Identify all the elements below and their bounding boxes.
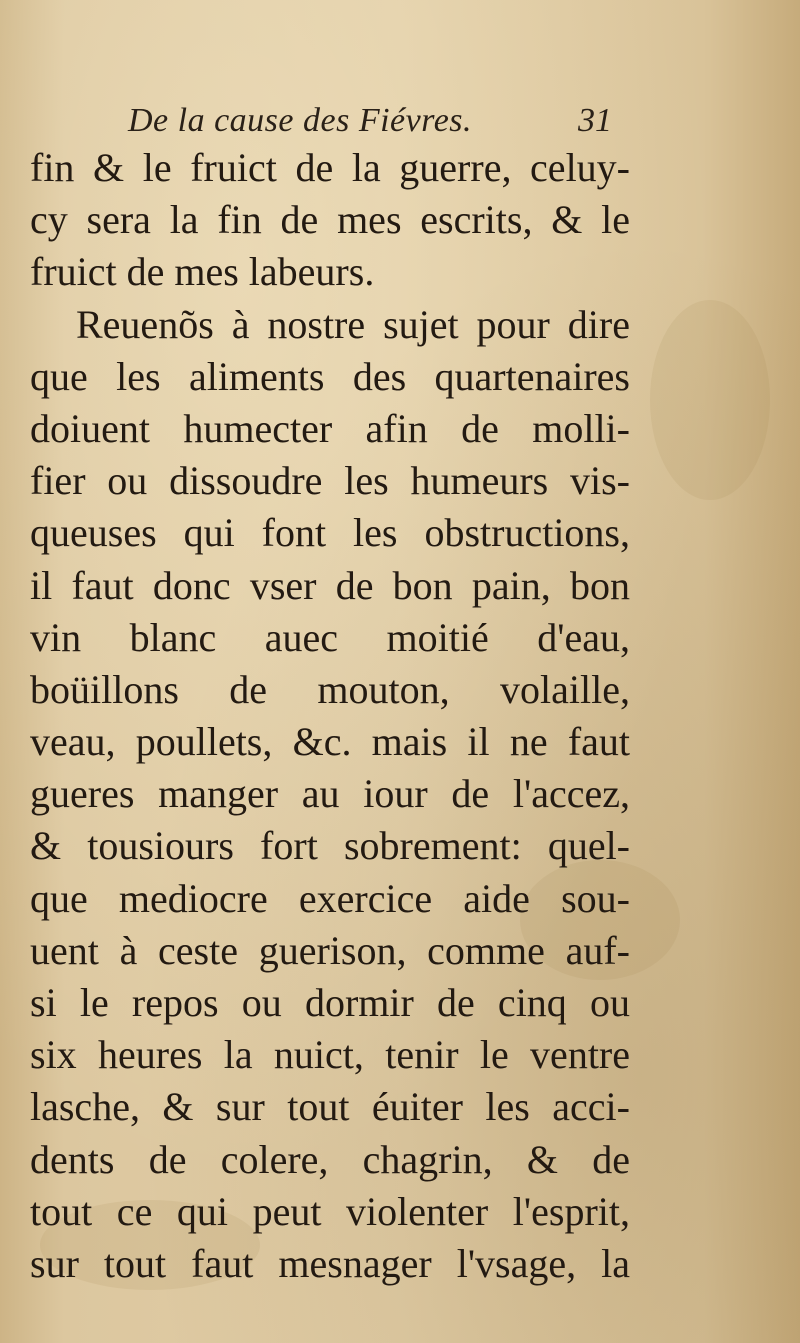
text-line: six heures la nuict, tenir le ventre <box>30 1032 630 1078</box>
text-line: Reuenõs à nostre sujet pour dire <box>76 301 630 347</box>
text-line: tout ce qui peut violenter l'esprit, <box>30 1188 630 1234</box>
text-line: fier ou dissoudre les humeurs vis- <box>30 458 630 504</box>
text-line: boüillons de mouton, volaille, <box>30 666 630 712</box>
body-text <box>30 142 630 1290</box>
paper-stain <box>650 300 770 500</box>
text-line: queuses qui font les obstructions, <box>30 510 630 556</box>
text-line: doiuent humecter afin de molli- <box>30 405 630 451</box>
text-line: veau, poullets, &c. mais il ne faut <box>30 719 630 765</box>
text-line: que les aliments des quartenaires <box>30 353 630 399</box>
text-line: lasche, & sur tout éuiter les acci- <box>30 1084 630 1130</box>
text-line: si le repos ou dormir de cinq ou <box>30 980 630 1025</box>
text-line: que mediocre exercice aide sou- <box>30 875 630 921</box>
text-line: gueres manger au iour de l'accez, <box>30 771 630 817</box>
text-line: dents de colere, chagrin, & de <box>30 1136 630 1182</box>
text-line: & tousiours fort sobrement: quel- <box>30 823 630 869</box>
text-line: fruict de mes labeurs. <box>30 249 375 295</box>
text-line: fin & le fruict de la guerre, celuy- <box>30 145 630 190</box>
text-line: cy sera la fin de mes escrits, & le <box>30 197 630 243</box>
text-line: vin blanc auec moitié d'eau, <box>30 614 630 660</box>
text-line: sur tout faut mesnager l'vsage, la <box>30 1240 630 1286</box>
running-title: De la cause des Fiévres. <box>128 102 473 139</box>
running-head <box>0 96 800 146</box>
text-line: il faut donc vser de bon pain, bon <box>30 562 630 608</box>
text-line: uent à ceste guerison, comme auf- <box>30 927 630 973</box>
page-number: 31 <box>578 102 612 139</box>
